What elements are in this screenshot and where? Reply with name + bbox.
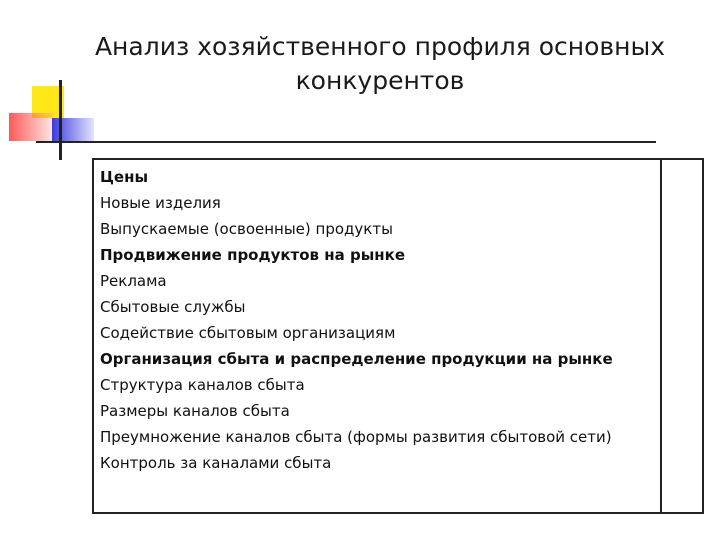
content-table bbox=[92, 158, 704, 514]
list-item: Выпускаемые (освоенные) продукты bbox=[100, 220, 393, 238]
slide-title-line-2: конкурентов bbox=[295, 66, 465, 95]
list-item: Продвижение продуктов на рынке bbox=[100, 246, 406, 264]
horizontal-rule bbox=[36, 141, 656, 143]
slide-title bbox=[80, 30, 680, 98]
list-item: Содействие сбытовым организациям bbox=[100, 324, 396, 342]
list-item: Контроль за каналами сбыта bbox=[100, 454, 332, 472]
list-item: Преумножение каналов сбыта (формы развития сбытовой сети) bbox=[100, 428, 612, 446]
slide-title-line-1: Анализ хозяйственного профиля основных bbox=[94, 32, 666, 61]
item-list bbox=[100, 164, 613, 476]
list-item: Размеры каналов сбыта bbox=[100, 402, 290, 420]
list-item: Сбытовые службы bbox=[100, 298, 246, 316]
list-item: Структура каналов сбыта bbox=[100, 376, 305, 394]
list-item: Новые изделия bbox=[100, 194, 221, 212]
list-item: Реклама bbox=[100, 272, 167, 290]
vertical-rule bbox=[59, 80, 62, 160]
list-item: Цены bbox=[100, 168, 149, 186]
list-item: Организация сбыта и распределение продукции на рынке bbox=[100, 350, 613, 368]
column-divider bbox=[660, 160, 662, 512]
red-square-decoration bbox=[9, 113, 54, 141]
